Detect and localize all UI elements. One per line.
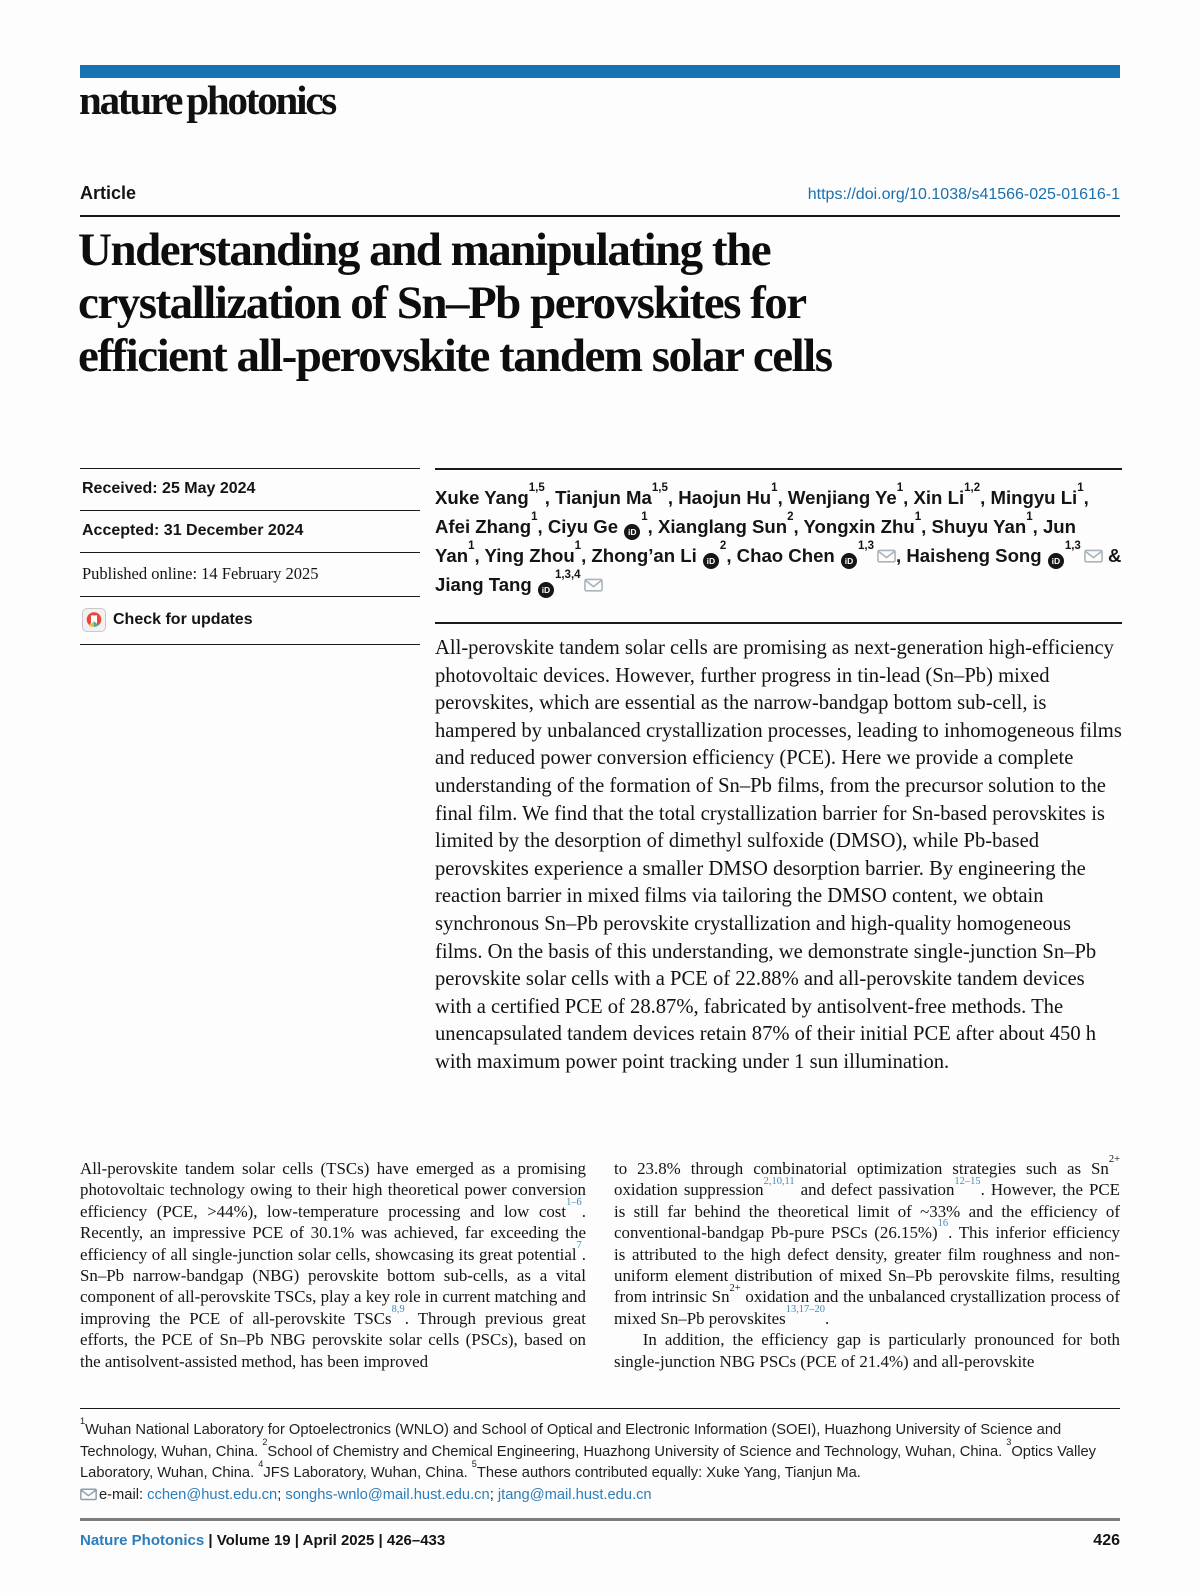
text-segment: . Through previous great efforts, the PCE of Sn–Pb NBG perovskite solar cells (PSCs), based on the antisolvent-assisted method, has been improved bbox=[80, 1308, 586, 1371]
superscript: 5 bbox=[471, 1458, 477, 1469]
footer-citation bbox=[80, 1532, 445, 1550]
superscript: 1 bbox=[468, 540, 475, 553]
text-segment: , Zhong’an Li bbox=[581, 545, 702, 566]
text-segment: , Afei Zhang bbox=[435, 487, 1089, 537]
superscript: 1 bbox=[641, 511, 648, 524]
mail-icon[interactable] bbox=[1084, 549, 1103, 563]
email-link[interactable]: jtang@mail.hust.edu.cn bbox=[497, 1486, 652, 1503]
article-header bbox=[80, 183, 1120, 204]
superscript: 1 bbox=[896, 482, 904, 495]
text-segment: , Tianjun Ma bbox=[544, 487, 652, 508]
text-segment: Wuhan National Laboratory for Optoelectronics (WNLO) and School of Optical and Electronic Information (SOEI), Huazhong University of Science and Technology, Wuhan, China. bbox=[80, 1422, 1062, 1460]
text-segment: In addition, the efficiency gap is particularly pronounced for both single-junction NBG PSCs (PCE of 21.4%) and all-perovskite bbox=[614, 1330, 1120, 1371]
body-column-left bbox=[80, 1158, 586, 1372]
author-list bbox=[435, 470, 1122, 599]
email-line bbox=[80, 1485, 1120, 1507]
superscript: 1,3 bbox=[857, 540, 874, 553]
page-number: 426 bbox=[1093, 1532, 1120, 1549]
superscript: 1 bbox=[80, 1415, 86, 1426]
body-paragraph bbox=[614, 1329, 1120, 1372]
doi-link[interactable]: https://doi.org/10.1038/s41566-025-01616-1 bbox=[807, 186, 1120, 203]
superscript: 4 bbox=[258, 1458, 264, 1469]
superscript: 1,3,4 bbox=[554, 569, 581, 582]
body-columns bbox=[80, 1154, 1120, 1372]
reference-link[interactable]: 12–15 bbox=[954, 1175, 981, 1187]
title-line: crystallization of Sn–Pb perovskites for bbox=[78, 277, 806, 329]
superscript: 1 bbox=[914, 511, 922, 524]
text-segment: , Yongxin Zhu bbox=[793, 516, 915, 537]
text-segment: oxidation and the unbalanced crystallization process of mixed Sn–Pb perovskites bbox=[614, 1287, 1120, 1328]
text-segment: ; bbox=[489, 1486, 498, 1503]
text-segment: , Haisheng Song bbox=[895, 545, 1047, 566]
author-block bbox=[435, 468, 1122, 599]
orcid-icon[interactable]: iD bbox=[624, 524, 640, 540]
superscript: 1 bbox=[574, 540, 582, 553]
text-segment: oxidation suppression bbox=[614, 1180, 764, 1200]
body-paragraph bbox=[614, 1154, 1120, 1329]
text-segment: ; bbox=[277, 1486, 286, 1503]
article-meta-column bbox=[80, 468, 420, 645]
text-segment: & Jiang Tang bbox=[435, 545, 1122, 595]
crossmark-icon bbox=[82, 608, 106, 632]
abstract-text: All-perovskite tandem solar cells are promising as next-generation high-efficiency photovoltaic devices. However, further progress in tin-lead (Sn–Pb) mixed perovskites, which are essential as the narrow-bandgap bottom sub-cell, is hampered by unbalanced crystallization processes, leading to inhomogeneous films and reduced power conversion efficiency (PCE). Here we provide a complete understanding of the formation of Sn–Pb films, from the precursor solution to the final film. We find that the total crystallization barrier for Sn-based perovskites is limited by the desorption of dimethyl sulfoxide (DMSO), while Pb-based perovskites experience a smaller DMSO desorption barrier. By engineering the reaction barrier in mixed films via tailoring the DMSO content, we obtain synchronous Sn–Pb perovskite crystallization and high-quality homogeneous films. On the basis of this understanding, we demonstrate single-junction Sn–Pb perovskite solar cells with a PCE of 22.88% and all-perovskite tandem devices with a certified PCE of 28.87%, fabricated by antisolvent-free methods. The unencapsulated tandem devices retain 87% of their initial PCE after about 450 h with maximum power point tracking under 1 sun illumination. bbox=[435, 637, 1122, 1073]
page-footer bbox=[80, 1532, 1120, 1550]
superscript: 1,5 bbox=[528, 482, 545, 495]
text-segment: , Wenjiang Ye bbox=[777, 487, 897, 508]
reference-link[interactable]: 13,17–20 bbox=[785, 1303, 825, 1315]
reference-link[interactable]: 2,10,11 bbox=[763, 1175, 795, 1187]
text-segment: , Jun Yan bbox=[435, 516, 1076, 566]
article-type-label: Article bbox=[80, 183, 137, 203]
body-column-right bbox=[614, 1154, 1120, 1372]
email-link[interactable]: cchen@hust.edu.cn bbox=[147, 1486, 278, 1503]
text-segment: Xuke Yang bbox=[435, 487, 529, 508]
footnotes bbox=[80, 1408, 1120, 1506]
superscript: 1 bbox=[1026, 511, 1033, 524]
superscript: 1 bbox=[771, 482, 778, 495]
text-segment: These authors contributed equally: Xuke Yang, Tianjun Ma. bbox=[476, 1465, 861, 1481]
reference-link[interactable]: 1–6 bbox=[566, 1196, 582, 1208]
check-for-updates-button[interactable] bbox=[80, 596, 420, 645]
mail-icon[interactable] bbox=[80, 1488, 97, 1501]
text-segment: . Sn–Pb narrow-bandgap (NBG) perovskite bottom sub-cells, as a vital component of all-perovskite TSCs, play a key role in current matching and improving the PCE of all-perovskite TSCs bbox=[80, 1244, 586, 1328]
abstract-divider bbox=[435, 622, 1122, 624]
mail-icon[interactable] bbox=[584, 578, 603, 592]
accepted-date: Accepted: 31 December 2024 bbox=[80, 510, 420, 552]
text-segment: e-mail: bbox=[99, 1486, 148, 1503]
text-segment: to 23.8% through combinatorial optimization strategies such as Sn bbox=[614, 1159, 1109, 1178]
superscript: 1 bbox=[1077, 482, 1084, 495]
text-segment: All-perovskite tandem solar cells (TSCs) have emerged as a promising photovoltaic technology owing to their high theoretical power conversion efficiency (PCE, >44%), low-temperature processing and low cost bbox=[80, 1159, 586, 1221]
title-line: efficient all-perovskite tandem solar cells bbox=[78, 330, 832, 382]
check-for-updates-label: Check for updates bbox=[113, 611, 253, 628]
reference-link[interactable]: 16 bbox=[937, 1218, 949, 1230]
superscript: 2 bbox=[787, 511, 794, 524]
reference-link[interactable]: 8,9 bbox=[391, 1303, 405, 1315]
text-segment: . This inferior efficiency is attributed to the high defect density, greater film roughness and non-uniform element distribution of mixed Sn–Pb perovskite films, resulting from intrinsic Sn bbox=[614, 1223, 1120, 1307]
superscript: 1,3 bbox=[1064, 540, 1081, 553]
page-title bbox=[78, 224, 1078, 383]
title-line: Understanding and manipulating the bbox=[78, 224, 771, 276]
superscript: 1,5 bbox=[651, 482, 668, 495]
text-segment: JFS Laboratory, Wuhan, China. bbox=[263, 1465, 472, 1481]
affiliations-text bbox=[80, 1415, 1120, 1485]
superscript: 1 bbox=[531, 511, 538, 524]
text-segment: , Shuyu Yan bbox=[921, 516, 1027, 537]
orcid-icon[interactable]: iD bbox=[1048, 553, 1064, 569]
text-segment: , Mingyu Li bbox=[980, 487, 1078, 508]
journal-link[interactable]: Nature Photonics bbox=[80, 1532, 205, 1549]
footer-divider bbox=[80, 1518, 1120, 1521]
header-divider bbox=[80, 215, 1120, 217]
text-segment: , Ying Zhou bbox=[474, 545, 575, 566]
text-segment: . However, the PCE is still far behind the theoretical limit of ~33% and the efficiency of conventional-bandgap Pb-pure PSCs (26.15%) bbox=[614, 1180, 1120, 1243]
text-segment: Optics Valley Laboratory, Wuhan, China. bbox=[80, 1443, 1096, 1481]
mail-icon[interactable] bbox=[877, 549, 896, 563]
text-segment: , Haojun Hu bbox=[667, 487, 772, 508]
text-segment: , Ciyu Ge bbox=[537, 516, 624, 537]
superscript: 3 bbox=[1006, 1437, 1012, 1448]
superscript: 2 bbox=[719, 540, 727, 553]
text-segment: , Xin Li bbox=[903, 487, 965, 508]
superscript: 2+ bbox=[729, 1282, 741, 1294]
text-segment: . Recently, an impressive PCE of 30.1% was achieved, far exceeding the efficiency of all single-junction solar cells, showcasing its great potential bbox=[80, 1201, 586, 1264]
reference-link[interactable]: 7 bbox=[576, 1239, 582, 1251]
orcid-icon[interactable]: iD bbox=[703, 553, 719, 569]
text-segment: , Xianglang Sun bbox=[647, 516, 788, 537]
text-segment: | Volume 19 | April 2025 | 426–433 bbox=[204, 1532, 446, 1549]
text-segment: , Chao Chen bbox=[726, 545, 840, 566]
text-segment: and defect passivation bbox=[794, 1180, 955, 1200]
orcid-icon[interactable]: iD bbox=[841, 553, 857, 569]
body-paragraph bbox=[80, 1158, 586, 1372]
superscript: 1,2 bbox=[964, 482, 981, 495]
orcid-icon[interactable]: iD bbox=[538, 582, 554, 598]
email-link[interactable]: songhs-wnlo@mail.hust.edu.cn bbox=[285, 1486, 490, 1503]
journal-logo: nature photonics bbox=[79, 77, 336, 123]
superscript: 2 bbox=[262, 1437, 268, 1448]
received-date: Received: 25 May 2024 bbox=[80, 468, 420, 510]
published-date: Published online: 14 February 2025 bbox=[80, 552, 420, 596]
text-segment: School of Chemistry and Chemical Engineering, Huazhong University of Science and Technology, Wuhan, China. bbox=[267, 1443, 1007, 1460]
superscript: 2+ bbox=[1108, 1154, 1120, 1166]
text-segment: . bbox=[824, 1308, 830, 1328]
